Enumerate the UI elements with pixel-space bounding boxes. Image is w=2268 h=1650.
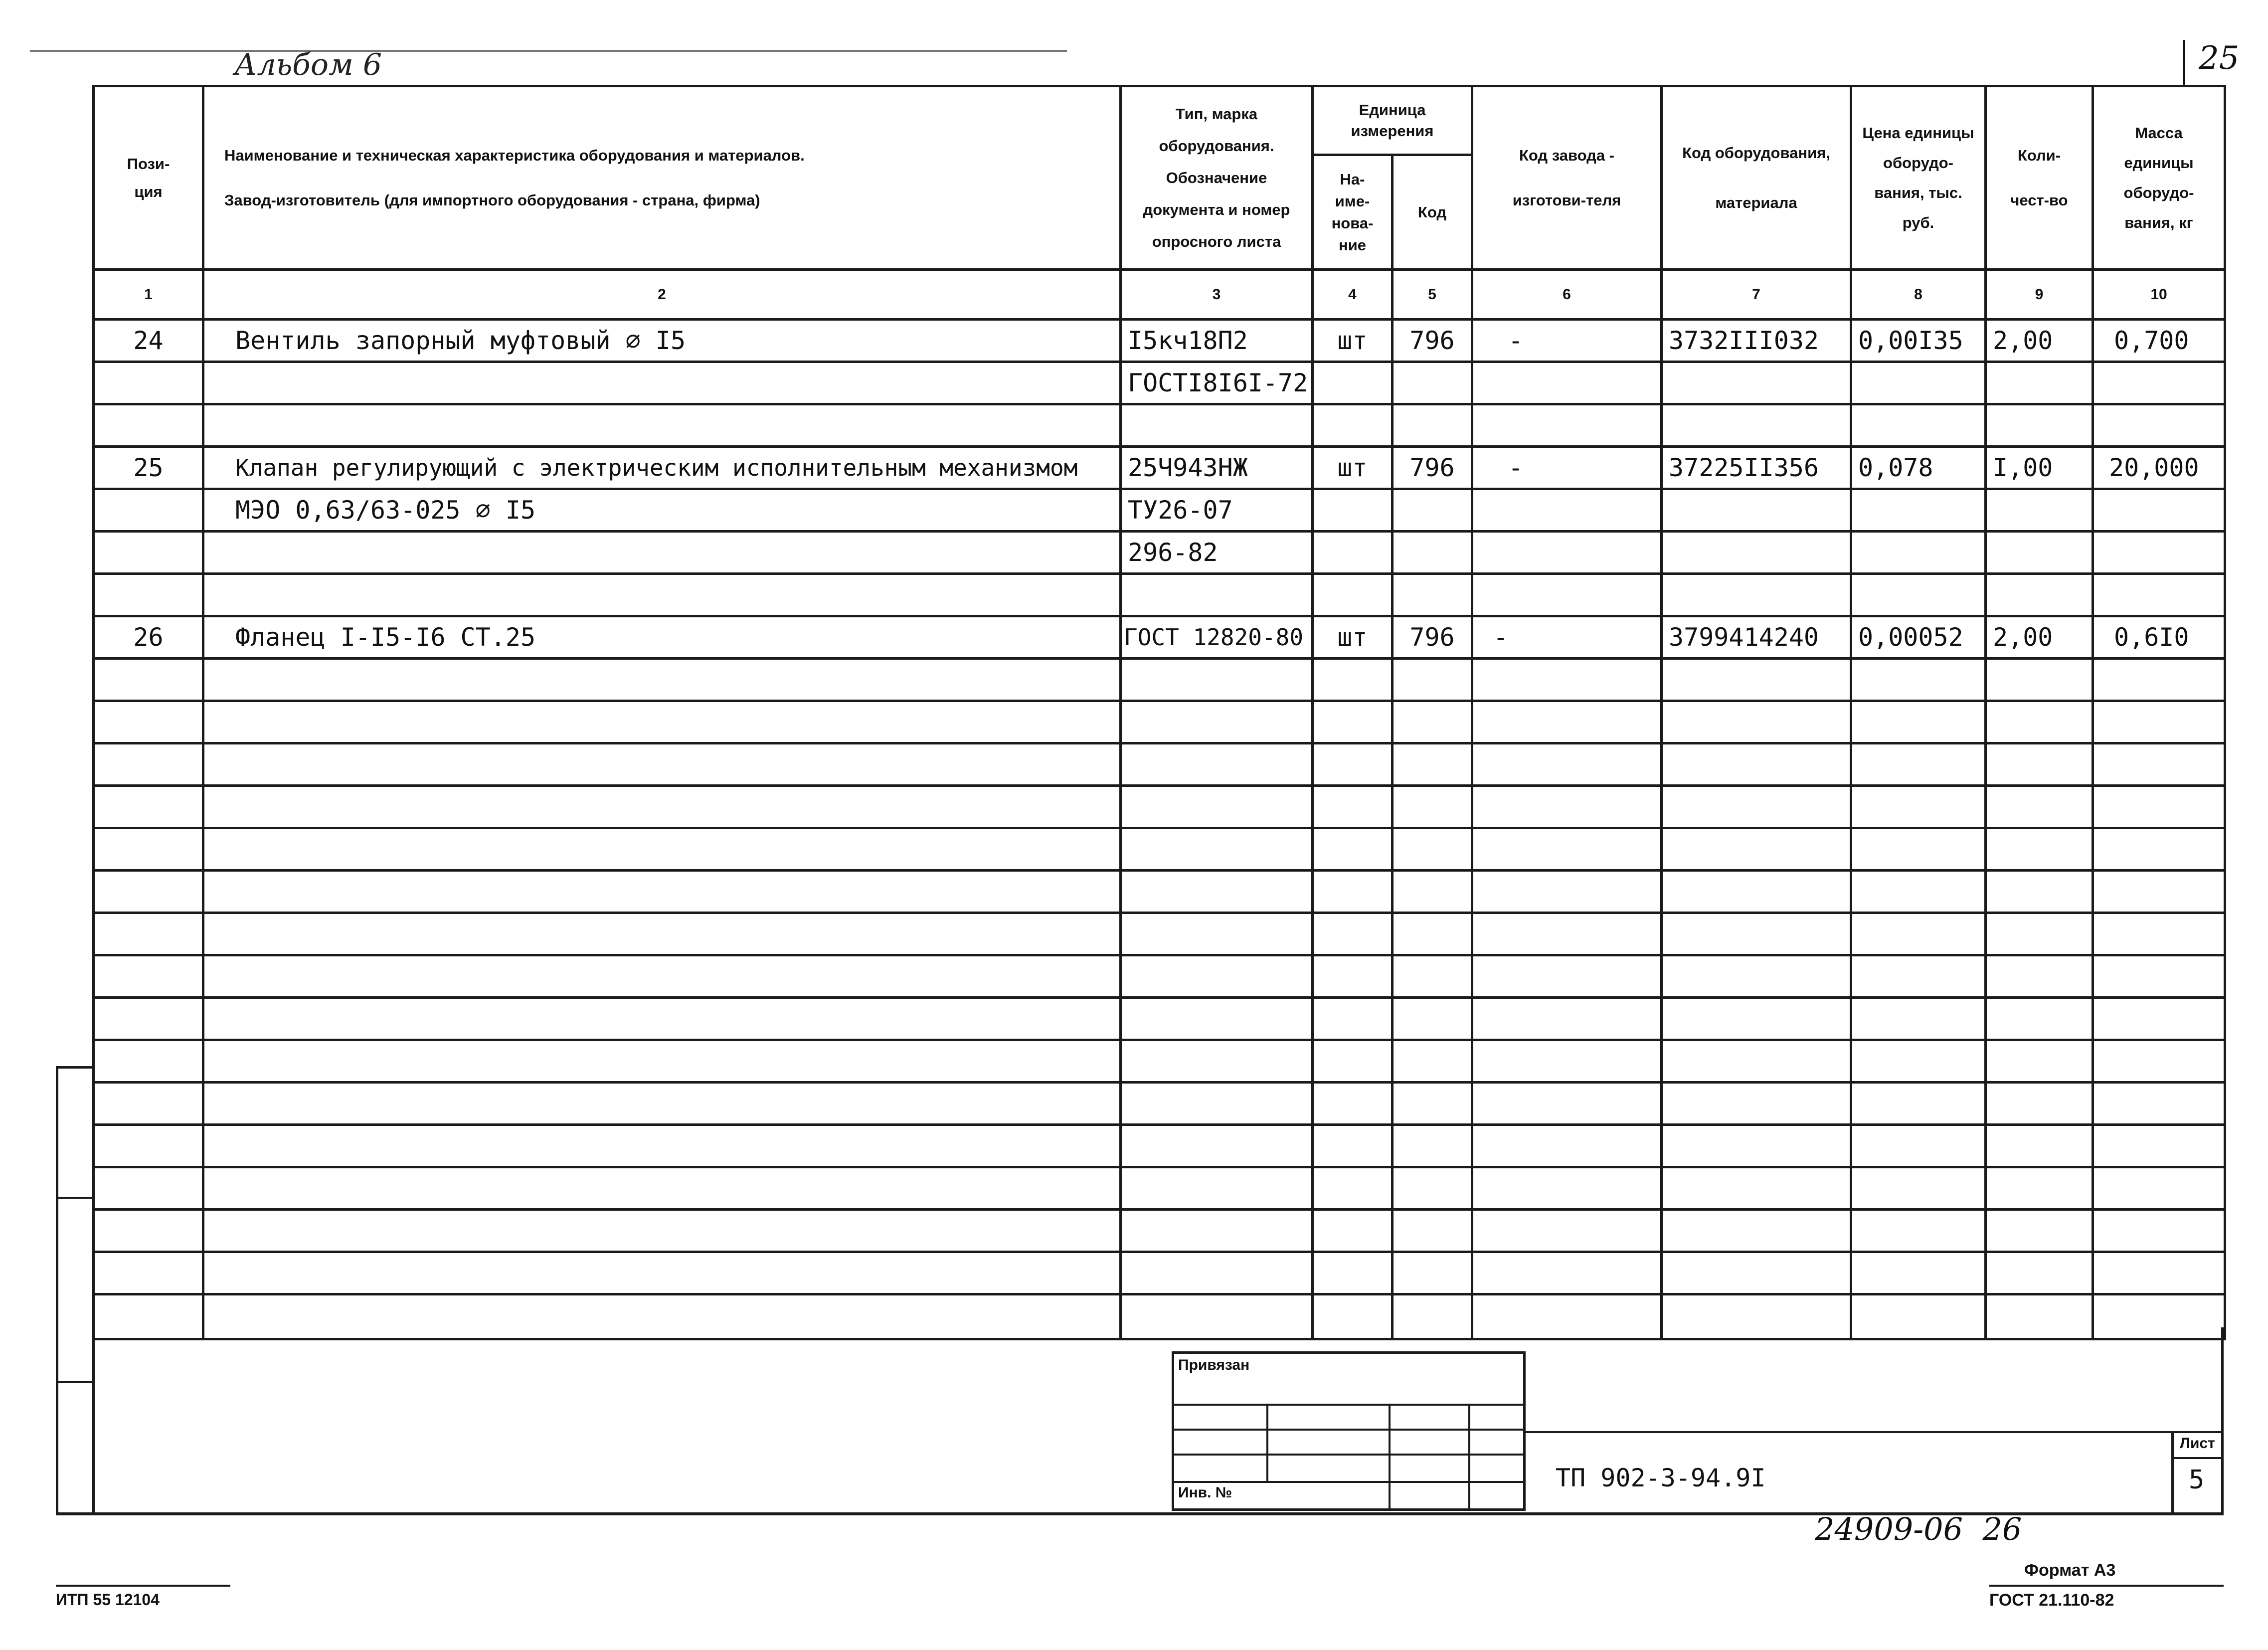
- cell-name: Фланец I-I5-I6 СТ.25: [203, 616, 1121, 659]
- stamp-row-line: [1174, 1429, 1523, 1431]
- cell-price: [1851, 489, 1986, 532]
- page-number-divider: [2183, 40, 2185, 85]
- cell-name: Вентиль запорный муфтовый ∅ I5: [203, 320, 1121, 362]
- itp-label: ИТП 55 12104: [56, 1591, 160, 1609]
- cell-mass: [2093, 489, 2225, 532]
- footer-rule-right: [1989, 1585, 2224, 1587]
- header-name-line1: Наименование и техническая характеристика оборудования и материалов.: [224, 146, 805, 164]
- stamp-inv-no-label: Инв. №: [1178, 1484, 1232, 1501]
- table-row-empty: [94, 998, 2225, 1040]
- title-block-horizontal-line: [1526, 1431, 2224, 1433]
- cell-item-code: [1662, 362, 1851, 404]
- table-row-empty: [94, 1167, 2225, 1210]
- title-block-frame: [92, 1327, 2224, 1515]
- cell-unit-code: [1393, 362, 1472, 404]
- header-quantity: Коли-чест-во: [1986, 86, 2093, 270]
- cell-price: 0,00I35: [1851, 320, 1986, 362]
- header-item-code: Код оборудования, материала: [1662, 86, 1851, 270]
- footer-rule-left: [56, 1585, 230, 1587]
- stamp-row-line: [1174, 1481, 1523, 1483]
- header-unit-code: Код: [1393, 155, 1472, 270]
- stamp-col-line: [1468, 1404, 1470, 1511]
- header-price: Цена единицы оборудо-вания, тыс. руб.: [1851, 86, 1986, 270]
- cell-quantity: [1986, 362, 2093, 404]
- cell-item-code: [1662, 532, 1851, 574]
- sheet-box: [2171, 1431, 2224, 1515]
- cell-position: 26: [94, 616, 203, 659]
- handwritten-inventory-number: 24909-06 26: [1815, 1511, 2022, 1547]
- table-row-empty: [94, 1210, 2225, 1252]
- column-number: 5: [1393, 270, 1472, 320]
- cell-position: 25: [94, 447, 203, 489]
- cell-name: МЭО 0,63/63-025 ∅ I5: [203, 489, 1121, 532]
- table-row-empty: [94, 913, 2225, 955]
- table-row-empty: [94, 955, 2225, 998]
- cell-mass: 0,6I0: [2093, 616, 2225, 659]
- cell-position: 24: [94, 320, 203, 362]
- cell-type: ГОСТ 12820-80: [1121, 616, 1313, 659]
- cell-type: 25Ч943НЖ: [1121, 447, 1313, 489]
- table-row: [94, 362, 2225, 404]
- header-mass: Масса единицы оборудо-вания, кг: [2093, 86, 2225, 270]
- cell-price: [1851, 362, 1986, 404]
- top-border-line: [30, 50, 1067, 52]
- table-row: [94, 447, 2225, 489]
- table-row-empty: [94, 786, 2225, 828]
- cell-unit: [1313, 532, 1393, 574]
- column-number: 2: [203, 270, 1121, 320]
- cell-price: 0,078: [1851, 447, 1986, 489]
- cell-item-code: 3799414240: [1662, 616, 1851, 659]
- cell-name: [203, 362, 1121, 404]
- cell-item-code: 3732III032: [1662, 320, 1851, 362]
- cell-position: [94, 362, 203, 404]
- cell-unit-code: [1393, 532, 1472, 574]
- cell-type: ТУ26-07: [1121, 489, 1313, 532]
- table-row-empty: [94, 1125, 2225, 1167]
- cell-quantity: [1986, 489, 2093, 532]
- cell-plant-code: -: [1472, 447, 1662, 489]
- cell-position: [94, 489, 203, 532]
- column-number: 9: [1986, 270, 2093, 320]
- column-number: 1: [94, 270, 203, 320]
- cell-unit: [1313, 362, 1393, 404]
- column-number: 7: [1662, 270, 1851, 320]
- header-type: Тип, марка оборудования. Обозначение документа и номер опросного листа: [1121, 86, 1313, 270]
- cell-item-code: [1662, 489, 1851, 532]
- table-row-empty: [94, 574, 2225, 616]
- cell-quantity: 2,00: [1986, 320, 2093, 362]
- cell-unit: шт: [1313, 320, 1393, 362]
- table-row-empty: [94, 404, 2225, 447]
- cell-quantity: 2,00: [1986, 616, 2093, 659]
- cell-mass: 20,000: [2093, 447, 2225, 489]
- table-row-empty: [94, 871, 2225, 913]
- sheet-label: Лист: [2180, 1435, 2215, 1452]
- cell-mass: [2093, 362, 2225, 404]
- cell-position: [94, 532, 203, 574]
- page-number: 25: [2199, 40, 2240, 77]
- left-margin-divider-1: [56, 1197, 92, 1199]
- table-row-empty: [94, 743, 2225, 786]
- sheet-divider: [2174, 1457, 2224, 1459]
- table-row-empty: [94, 1252, 2225, 1294]
- stamp-top-divider: [1174, 1404, 1523, 1406]
- cell-mass: 0,700: [2093, 320, 2225, 362]
- cell-price: 0,00052: [1851, 616, 1986, 659]
- cell-unit: шт: [1313, 447, 1393, 489]
- left-margin-divider-2: [56, 1381, 92, 1383]
- cell-unit-code: 796: [1393, 447, 1472, 489]
- cell-item-code: 37225II356: [1662, 447, 1851, 489]
- cell-type: 296-82: [1121, 532, 1313, 574]
- stamp-col-line: [1266, 1404, 1268, 1481]
- cell-unit: [1313, 489, 1393, 532]
- table-row: [94, 532, 2225, 574]
- header-plant-code: Код завода - изготови-теля: [1472, 86, 1662, 270]
- table-row-empty: [94, 701, 2225, 743]
- table-row-empty: [94, 1083, 2225, 1125]
- sheet-number: 5: [2189, 1465, 2205, 1495]
- cell-type: ГОСТI8I6I-72: [1121, 362, 1313, 404]
- cell-plant-code: [1472, 362, 1662, 404]
- gost-label: ГОСТ 21.110-82: [1989, 1591, 2114, 1610]
- table-row: [94, 320, 2225, 362]
- left-margin-frame: [56, 1066, 92, 1515]
- column-number-row: [94, 270, 2225, 320]
- cell-type: I5кч18П2: [1121, 320, 1313, 362]
- cell-unit-code: 796: [1393, 616, 1472, 659]
- specification-table: [92, 85, 2226, 1340]
- cell-price: [1851, 532, 1986, 574]
- column-number: 10: [2093, 270, 2225, 320]
- stamp-privyazan-label: Привязан: [1178, 1357, 1250, 1373]
- document-code: ТП 902-3-94.9I: [1556, 1464, 1766, 1492]
- cell-name: [203, 532, 1121, 574]
- stamp-row-line: [1174, 1454, 1523, 1456]
- cell-plant-code: -: [1472, 616, 1662, 659]
- format-label: Формат А3: [2024, 1561, 2116, 1580]
- table-row-empty: [94, 828, 2225, 871]
- column-number: 8: [1851, 270, 1986, 320]
- cell-unit: шт: [1313, 616, 1393, 659]
- cell-unit-code: 796: [1393, 320, 1472, 362]
- cell-plant-code: [1472, 489, 1662, 532]
- stamp-col-line: [1389, 1404, 1391, 1511]
- album-reference: Альбом 6: [234, 47, 382, 82]
- header-unit-group: Единица измерения: [1313, 86, 1472, 155]
- header-name-line2: Завод-изготовитель (для импортного оборудования - страна, фирма): [224, 191, 760, 209]
- cell-plant-code: [1472, 532, 1662, 574]
- header-unit-name: На-име-нова-ние: [1313, 155, 1393, 270]
- table-row-empty: [94, 659, 2225, 701]
- cell-quantity: [1986, 532, 2093, 574]
- cell-unit-code: [1393, 489, 1472, 532]
- stamp-block: [1172, 1351, 1526, 1511]
- table-row: [94, 616, 2225, 659]
- header-name: [203, 86, 1121, 270]
- cell-name: Клапан регулирующий с электрическим исполнительным механизмом: [203, 447, 1121, 489]
- cell-plant-code: -: [1472, 320, 1662, 362]
- table-row: [94, 489, 2225, 532]
- column-number: 4: [1313, 270, 1393, 320]
- column-number: 3: [1121, 270, 1313, 320]
- table-row-empty: [94, 1040, 2225, 1083]
- cell-mass: [2093, 532, 2225, 574]
- header-position: Пози- ция: [94, 86, 203, 270]
- column-number: 6: [1472, 270, 1662, 320]
- cell-quantity: I,00: [1986, 447, 2093, 489]
